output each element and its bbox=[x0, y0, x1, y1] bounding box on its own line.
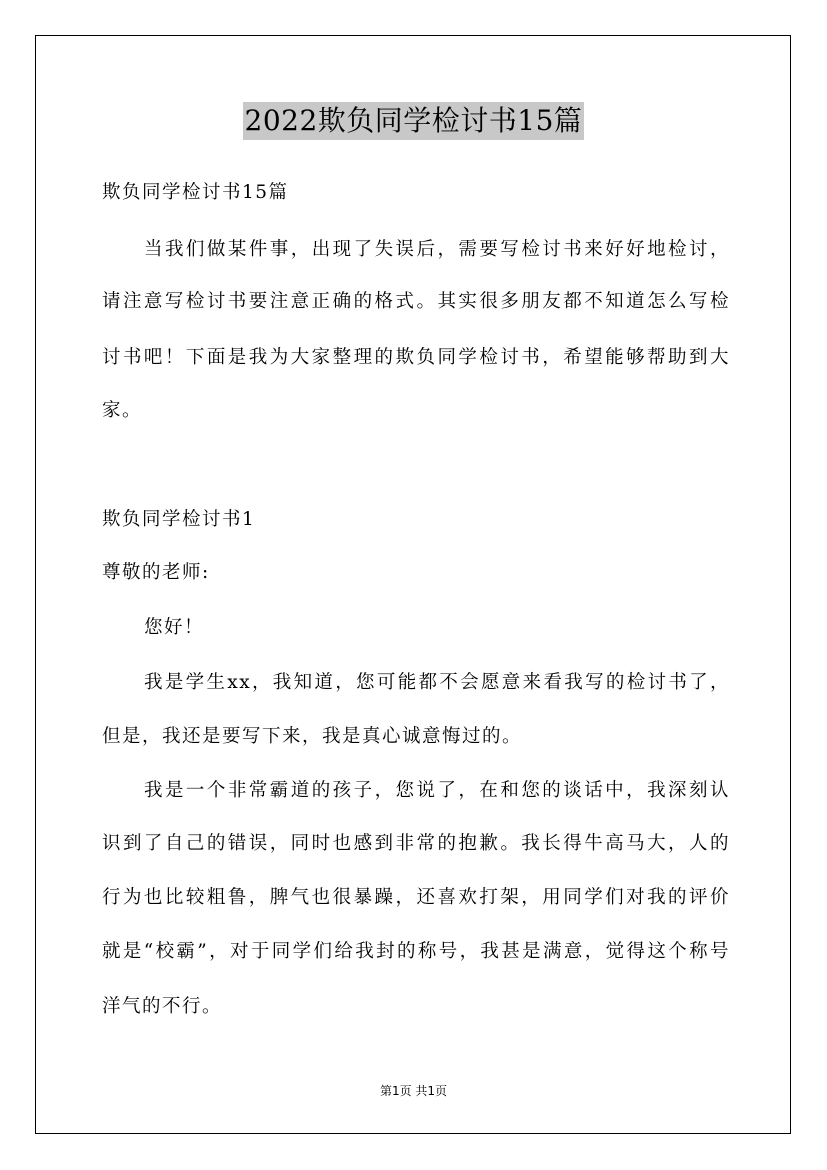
subtitle: 欺负同学检讨书15篇 bbox=[102, 182, 289, 203]
paragraph1-line-1: 我是学生xx，我知道，您可能都不会愿意来看我写的检讨书了， bbox=[144, 672, 730, 693]
title-container bbox=[0, 102, 827, 140]
intro-line-3: 讨书吧！下面是我为大家整理的欺负同学检讨书，希望能够帮助到大 bbox=[102, 347, 730, 368]
intro-line-4: 家。 bbox=[102, 400, 143, 421]
paragraph2-line-5: 洋气的不行。 bbox=[102, 996, 223, 1017]
document-title: 2022欺负同学检讨书15篇 bbox=[243, 102, 585, 140]
paragraph2-line-4: 就是“校霸”，对于同学们给我封的称号，我甚是满意，觉得这个称号 bbox=[102, 941, 730, 962]
intro-line-2: 请注意写检讨书要注意正确的格式。其实很多朋友都不知道怎么写检 bbox=[102, 291, 730, 312]
page-footer: 第1页 共1页 bbox=[379, 1084, 448, 1098]
greeting: 您好！ bbox=[144, 617, 205, 638]
paragraph2-line-2: 识到了自己的错误，同时也感到非常的抱歉。我长得牛高马大，人的 bbox=[102, 833, 730, 854]
paragraph1-line-2: 但是，我还是要写下来，我是真心诚意悔过的。 bbox=[102, 726, 523, 747]
section-heading: 欺负同学检讨书1 bbox=[102, 509, 256, 530]
paragraph2-line-3: 行为也比较粗鲁，脾气也很暴躁，还喜欢打架，用同学们对我的评价 bbox=[102, 887, 730, 908]
intro-line-1: 当我们做某件事，出现了失误后，需要写检讨书来好好地检讨， bbox=[144, 239, 730, 260]
paragraph2-line-1: 我是一个非常霸道的孩子，您说了，在和您的谈话中，我深刻认 bbox=[144, 780, 730, 801]
salutation: 尊敬的老师: bbox=[102, 562, 210, 583]
